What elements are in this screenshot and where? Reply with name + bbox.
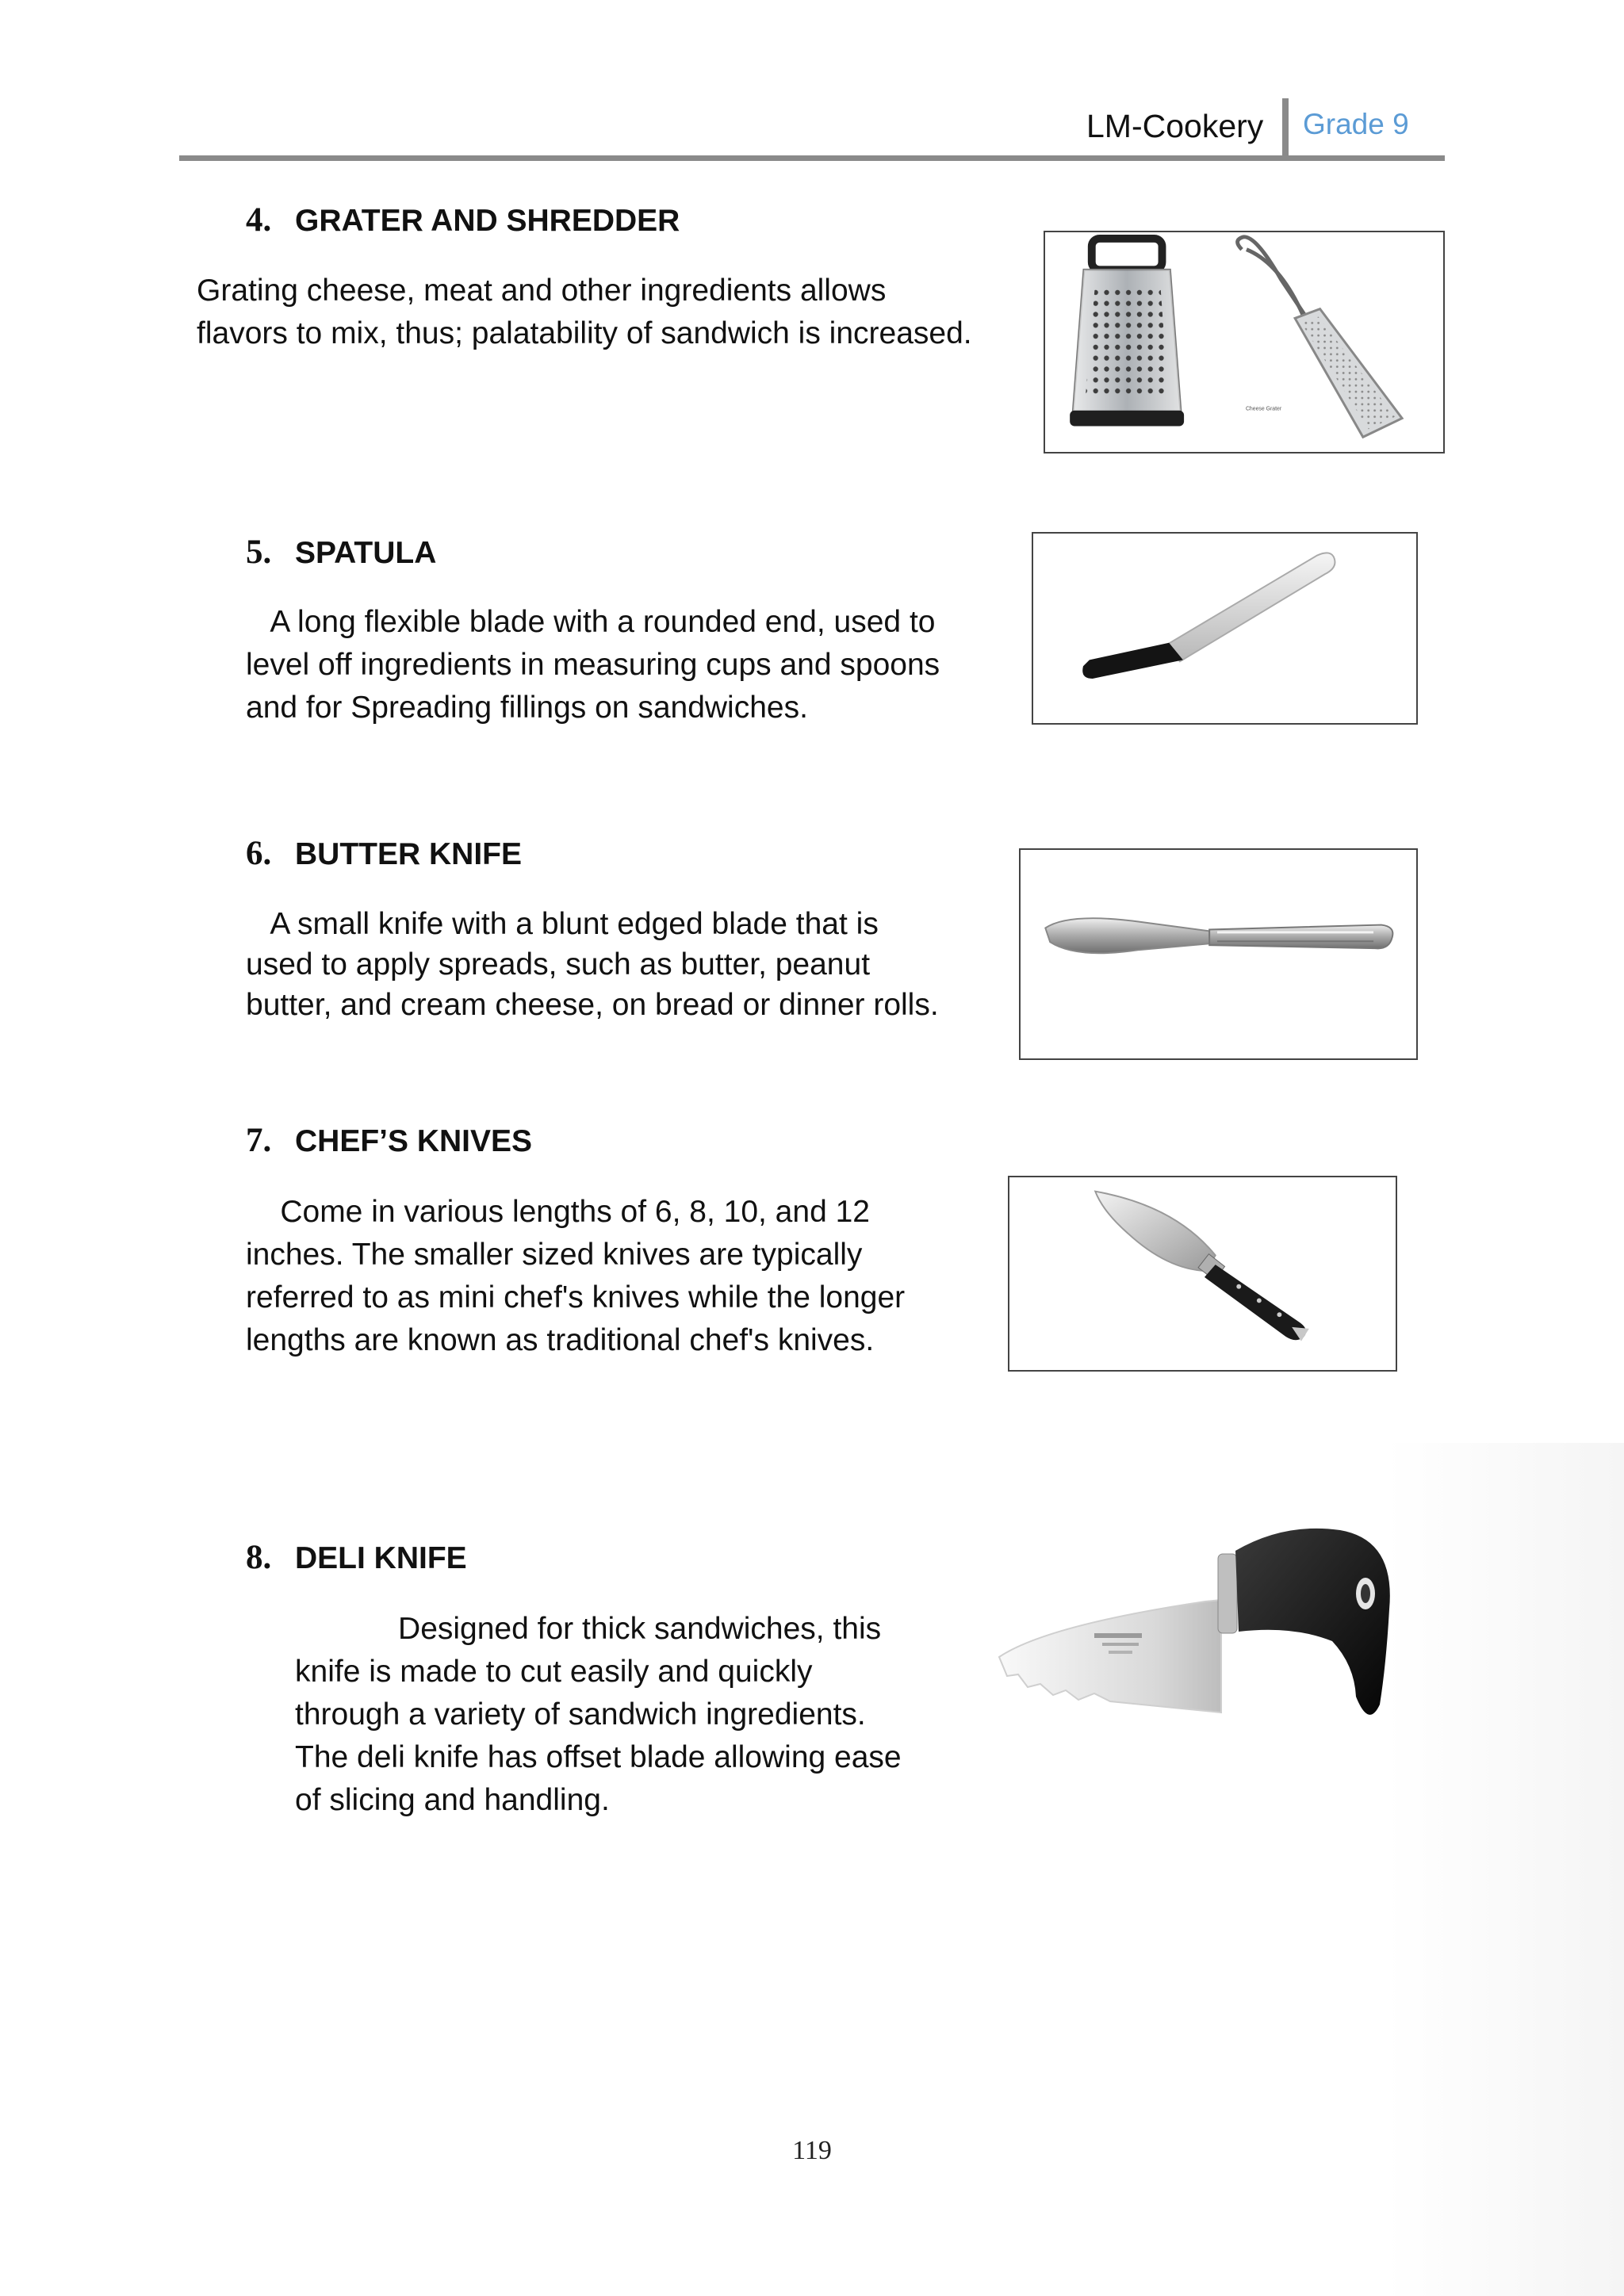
section-title: DELI KNIFE	[295, 1541, 467, 1575]
body-line: A small knife with a blunt edged blade that is	[246, 907, 879, 941]
body-line: Come in various lengths of 6, 8, 10, and 12	[246, 1195, 870, 1229]
section-title: SPATULA	[295, 536, 437, 570]
section-body-butter-knife	[246, 904, 939, 1025]
body-line: The deli knife has offset blade allowing ease	[295, 1740, 902, 1774]
body-line: level off ingredients in measuring cups and spoons	[246, 648, 940, 682]
body-line: Designed for thick sandwiches, this	[295, 1612, 882, 1646]
section-number: 8.	[246, 1539, 272, 1576]
spatula-image-frame	[1032, 532, 1418, 725]
body-line: knife is made to cut easily and quickly	[295, 1655, 813, 1689]
section-heading-deli-knife	[246, 1538, 467, 1577]
section-body-deli-knife	[295, 1608, 902, 1822]
section-body-grater	[197, 270, 972, 355]
section-heading-grater	[246, 201, 680, 239]
body-line: used to apply spreads, such as butter, peanut	[246, 947, 871, 982]
body-line: butter, and cream cheese, on bread or dinner rolls.	[246, 988, 939, 1022]
page-edge-shade	[1386, 1443, 1624, 2296]
body-line: lengths are known as traditional chef's knives.	[246, 1323, 875, 1357]
spatula-icon	[1033, 534, 1416, 723]
header-title: LM-Cookery	[1086, 108, 1264, 144]
header-grade: Grade 9	[1303, 108, 1409, 140]
image-caption: Cheese Grater	[1245, 406, 1282, 412]
section-title: BUTTER KNIFE	[295, 837, 522, 871]
chef-knife-icon	[1009, 1177, 1396, 1370]
box-grater-and-hand-grater-icon	[1045, 232, 1443, 452]
body-line: referred to as mini chef's knives while the longer	[246, 1280, 906, 1314]
page-number: 119	[792, 2136, 832, 2165]
header-rule	[179, 155, 1445, 161]
section-number: 7.	[246, 1122, 272, 1159]
section-heading-chefs-knives	[246, 1121, 532, 1160]
section-number: 6.	[246, 835, 272, 872]
section-body-chefs-knives	[246, 1191, 905, 1362]
section-body-spatula	[246, 601, 940, 729]
section-heading-spatula	[246, 533, 436, 572]
header-divider	[1282, 98, 1289, 160]
deli-knife-image	[983, 1506, 1396, 1776]
body-line: flavors to mix, thus; palatability of sandwich is increased.	[197, 316, 972, 350]
section-title: CHEF’S KNIVES	[295, 1124, 533, 1158]
grater-image-frame	[1044, 231, 1445, 453]
chefs-knife-image-frame	[1008, 1176, 1397, 1372]
section-number: 4.	[246, 201, 272, 239]
body-line: of slicing and handling.	[295, 1783, 610, 1817]
section-heading-butter-knife	[246, 834, 522, 873]
butter-knife-image-frame	[1019, 848, 1418, 1060]
deli-knife-icon	[983, 1506, 1396, 1776]
body-line: and for Spreading fillings on sandwiches.	[246, 691, 808, 725]
section-number: 5.	[246, 534, 272, 571]
body-line: inches. The smaller sized knives are typically	[246, 1238, 863, 1272]
body-line: A long flexible blade with a rounded end, used to	[246, 605, 936, 639]
butter-knife-icon	[1021, 850, 1416, 1058]
body-line: Grating cheese, meat and other ingredients allows	[197, 274, 887, 308]
body-line: through a variety of sandwich ingredients.	[295, 1697, 866, 1732]
section-title: GRATER AND SHREDDER	[295, 204, 680, 238]
